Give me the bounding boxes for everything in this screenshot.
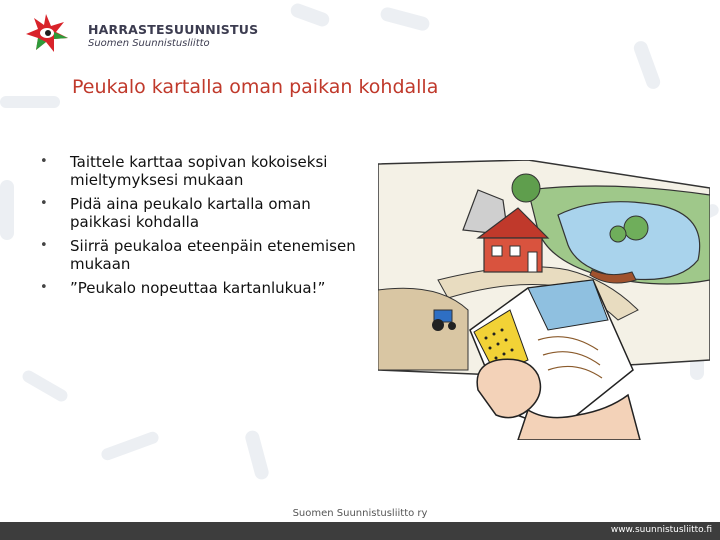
footer-bar <box>0 522 720 540</box>
footer-organization: Suomen Suunnistusliitto ry <box>292 508 428 519</box>
hand-holding-map-illustration <box>378 160 710 440</box>
background-decoration <box>0 180 14 240</box>
background-decoration <box>379 6 431 32</box>
bullet-item: • ”Peukalo nopeuttaa kartanlukua!” <box>40 279 360 297</box>
slide-title: Peukalo kartalla oman paikan kohdalla <box>72 76 439 98</box>
background-decoration <box>632 39 662 91</box>
orienteering-star-logo-icon <box>24 12 84 56</box>
background-decoration <box>0 96 60 108</box>
bullet-item: • Taittele karttaa sopivan kokoiseksi mieltymyksesi mukaan <box>40 153 360 189</box>
background-decoration <box>289 2 331 29</box>
bullet-item: • Siirrä peukaloa eteenpäin etenemisen mukaan <box>40 237 360 273</box>
background-decoration <box>100 430 160 462</box>
footer-url[interactable]: www.suunnistusliitto.fi <box>610 525 712 535</box>
bullet-item: • Pidä aina peukalo kartalla oman paikkasi kohdalla <box>40 195 360 231</box>
background-decoration <box>20 368 69 403</box>
org-name: HARRASTESUUNNISTUS <box>88 22 259 37</box>
bullet-list <box>40 153 360 303</box>
background-decoration <box>244 429 270 481</box>
org-subtitle: Suomen Suunnistusliitto <box>88 38 210 49</box>
